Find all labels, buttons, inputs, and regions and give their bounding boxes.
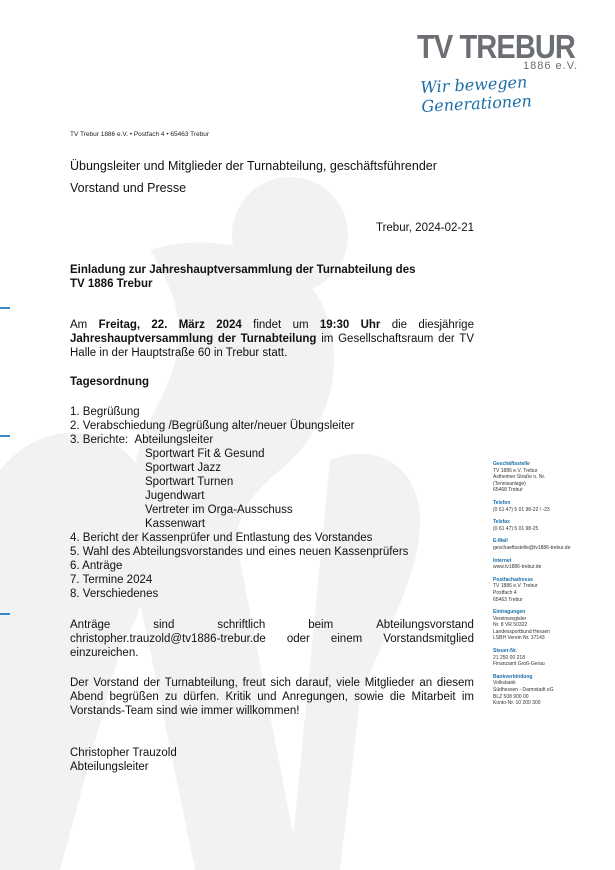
agenda-item: 6. Anträge bbox=[70, 560, 123, 572]
agenda-subitem: Sportwart Jazz bbox=[145, 462, 222, 474]
sidebar-line: (0 61 47) 5 01 98-25 bbox=[493, 525, 539, 532]
sidebar-heading: Internet bbox=[493, 557, 512, 564]
email-link[interactable]: christopher.trauzold@tv1886-trebur.de bbox=[70, 633, 266, 645]
sidebar-heading: Telefax bbox=[493, 519, 510, 526]
logo-year: 1886 e.V. bbox=[523, 60, 579, 72]
sidebar-heading: Telefon bbox=[493, 499, 511, 506]
sidebar-heading: Postfachadresse bbox=[493, 576, 534, 583]
sidebar-section bbox=[493, 674, 603, 707]
sidebar-line: Postfach 4 bbox=[493, 589, 517, 596]
sidebar-line: Astheimer Straße o. Nr. bbox=[493, 474, 546, 481]
agenda-subitem: Kassenwart bbox=[145, 518, 206, 530]
sidebar-line: geschaeftsstelle@tv1886-trebur.de bbox=[493, 544, 571, 551]
sidebar-line: Konto-Nr. 10 200 300 bbox=[493, 700, 541, 707]
submission-paragraph bbox=[70, 618, 474, 660]
agenda-item: 1. Begrüßung bbox=[70, 406, 140, 418]
subject-line: TV 1886 Trebur bbox=[70, 278, 153, 290]
sidebar-section bbox=[493, 500, 603, 513]
word: einem bbox=[330, 633, 363, 645]
recipient-block bbox=[70, 155, 470, 199]
paragraph-line: einzureichen. bbox=[70, 647, 139, 659]
agenda-item: 8. Verschiedenes bbox=[70, 588, 159, 600]
punch-mark bbox=[0, 435, 10, 437]
agenda-list bbox=[70, 405, 490, 601]
sidebar-section bbox=[493, 609, 603, 642]
letter-date: Trebur, 2024-02-21 bbox=[375, 222, 474, 234]
paragraph-line bbox=[70, 618, 474, 632]
sidebar-line: www.tv1886-trebur.de bbox=[493, 564, 542, 571]
agenda-item: 4. Bericht der Kassenprüfer und Entlastung des Vorstandes bbox=[70, 532, 373, 544]
agenda-item: 5. Wahl des Abteilungsvorstandes und eines neuen Kassenprüfers bbox=[70, 546, 409, 558]
agenda-subitem: Sportwart Fit & Gesund bbox=[145, 448, 265, 460]
letter-subject bbox=[70, 263, 480, 291]
signature-role: Abteilungsleiter bbox=[70, 761, 149, 773]
closing-paragraph: Der Vorstand der Turnabteilung, freut sich darauf, viele Mitglieder an diesem Abend begrüßen zu dürfen. Kritik und Anregungen, sowie die Mitarbeit im Vorstands-Team sind wie immer willkommen! bbox=[70, 677, 474, 717]
sidebar-line: (0 61 47) 5 01 98-22 / -23 bbox=[493, 506, 550, 513]
sidebar-line: 65463 Trebur bbox=[493, 596, 523, 603]
sidebar-section bbox=[493, 538, 603, 551]
agenda-item: 2. Verabschiedung /Begrüßung alter/neuer Übungsleiter bbox=[70, 420, 355, 432]
sidebar-section bbox=[493, 648, 603, 668]
sidebar-heading: Eintragungen bbox=[493, 609, 526, 616]
sidebar-heading: Bankverbindung bbox=[493, 673, 533, 680]
sender-line: TV Trebur 1886 e.V. • Postfach 4 • 65463 Trebur bbox=[70, 131, 210, 138]
logo-slogan: Wir bewegen Generationen bbox=[420, 72, 533, 116]
sidebar-line: Landessportbund Hessen bbox=[493, 628, 550, 635]
sidebar-line: BLZ 508 900 00 bbox=[493, 693, 529, 700]
sidebar-heading: Steuer-Nr. bbox=[493, 648, 517, 655]
sidebar-line: (Tennisanlage) bbox=[493, 480, 526, 487]
meeting-name: Jahreshauptversammlung der Turnabteilung bbox=[70, 333, 317, 345]
sidebar-section bbox=[493, 461, 603, 494]
agenda-subitem: Sportwart Turnen bbox=[145, 476, 234, 488]
word: beim bbox=[308, 619, 334, 631]
sidebar-line: Finanzamt Groß-Gerau bbox=[493, 661, 545, 668]
word: sind bbox=[153, 619, 175, 631]
intro-text: die diesjährige bbox=[380, 319, 474, 331]
sidebar-line: 21 250 00 218 bbox=[493, 654, 525, 661]
sidebar-line: Nr. 8 VR 50322 bbox=[493, 622, 528, 629]
word: schriftlich bbox=[217, 619, 266, 631]
sidebar-line: 65468 Trebur bbox=[493, 487, 523, 494]
sidebar-line: Vereinsregister bbox=[493, 615, 527, 622]
intro-text: Am bbox=[70, 319, 99, 331]
sidebar-section bbox=[493, 519, 603, 532]
sidebar-section bbox=[493, 577, 603, 603]
sidebar-heading: E-Mail bbox=[493, 538, 508, 545]
word: Abteilungsvorstand bbox=[376, 619, 474, 631]
fold-mark-top bbox=[0, 307, 10, 309]
logo-name: TV TREBUR bbox=[417, 28, 577, 65]
contact-sidebar bbox=[493, 461, 603, 713]
sidebar-heading: Geschäftsstelle bbox=[493, 461, 530, 467]
word: oder bbox=[286, 633, 310, 645]
sidebar-line: TV 1886 e.V. Trebur bbox=[493, 583, 538, 590]
agenda-subitem: Vertreter im Orga-Ausschuss bbox=[145, 504, 293, 516]
sidebar-section bbox=[493, 558, 603, 571]
meeting-time: 19:30 Uhr bbox=[319, 319, 381, 331]
recipient-line: Vorstand und Presse bbox=[70, 181, 187, 195]
agenda-item: 3. Berichte: Abteilungsleiter bbox=[70, 434, 214, 446]
signature-name: Christopher Trauzold bbox=[70, 747, 177, 759]
word: Anträge bbox=[70, 619, 111, 631]
paragraph-line bbox=[70, 632, 474, 646]
sidebar-line: Südhessen - Darmstadt eG bbox=[493, 687, 554, 694]
agenda-item: 7. Termine 2024 bbox=[70, 574, 153, 586]
intro-text: im Gesellschaftsraum der TV Halle in der Hauptstraße 60 in Trebur statt. bbox=[70, 333, 474, 359]
intro-paragraph bbox=[70, 318, 474, 360]
agenda-title: Tagesordnung bbox=[70, 376, 150, 388]
recipient-line: Übungsleiter und Mitglieder der Turnabteilung, geschäftsführender bbox=[70, 159, 437, 173]
sidebar-line: Volksbank bbox=[493, 680, 516, 687]
meeting-date: Freitag, 22. März 2024 bbox=[98, 319, 242, 331]
subject-line: Einladung zur Jahreshauptversammlung der Turnabteilung des bbox=[70, 264, 416, 276]
sidebar-line: LSBH Verein Nr. 37143 bbox=[493, 635, 545, 642]
sidebar-line: TV 1886 e.V. Trebur bbox=[493, 467, 538, 474]
fold-mark-bottom bbox=[0, 613, 10, 615]
word: Vorstandsmitglied bbox=[383, 633, 474, 645]
intro-text: findet um bbox=[241, 319, 320, 331]
signature-block bbox=[70, 746, 177, 774]
agenda-subitem: Jugendwart bbox=[145, 490, 205, 502]
